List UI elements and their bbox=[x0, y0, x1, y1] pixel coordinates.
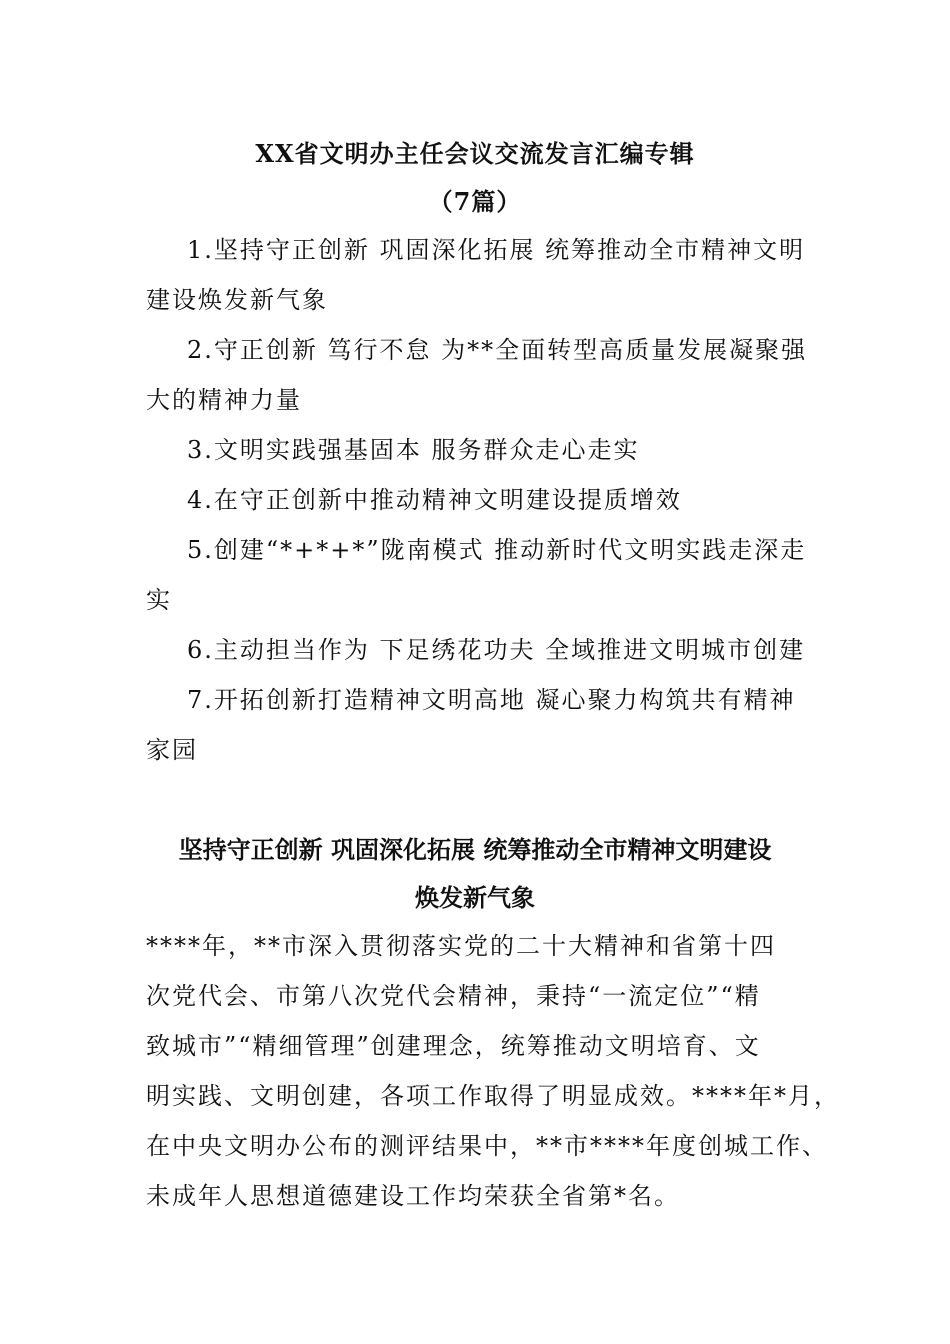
document-title: XX省文明办主任会议交流发言汇编专辑 bbox=[255, 139, 695, 168]
toc-item-5-line-2: 实 bbox=[146, 586, 172, 614]
paragraph-line-5: 在中央文明办公布的测评结果中，**市****年度创城工作、 bbox=[146, 1132, 828, 1160]
paragraph-line-1: ****年，**市深入贯彻落实党的二十大精神和省第十四 bbox=[146, 932, 776, 960]
toc-item-4: 4.在守正创新中推动精神文明建设提质增效 bbox=[187, 486, 682, 514]
toc-item-1-line-2: 建设焕发新气象 bbox=[146, 286, 328, 314]
toc-item-6: 6.主动担当作为 下足绣花功夫 全域推进文明城市创建 bbox=[187, 636, 806, 664]
paragraph-line-4: 明实践、文明创建，各项工作取得了明显成效。****年*月， bbox=[146, 1082, 840, 1110]
paragraph-line-3: 致城市”“精细管理”创建理念，统筹推动文明培育、文 bbox=[146, 1032, 761, 1060]
paragraph-line-6: 未成年人思想道德建设工作均荣获全省第*名。 bbox=[146, 1182, 680, 1210]
toc-item-2-line-1: 2.守正创新 笃行不怠 为**全面转型高质量发展凝聚强 bbox=[187, 336, 808, 364]
toc-item-2-line-2: 大的精神力量 bbox=[146, 386, 302, 414]
paragraph-line-2: 次党代会、市第八次党代会精神，秉持“一流定位”“精 bbox=[146, 982, 761, 1010]
section-title-line-1: 坚持守正创新 巩固深化拓展 统筹推动全市精神文明建设 bbox=[178, 835, 772, 864]
toc-item-5-line-1: 5.创建“*+*+*”陇南模式 推动新时代文明实践走深走 bbox=[187, 536, 807, 564]
section-title-line-2: 焕发新气象 bbox=[415, 883, 535, 912]
toc-item-1-line-1: 1.坚持守正创新 巩固深化拓展 统筹推动全市精神文明 bbox=[187, 236, 806, 264]
toc-item-3: 3.文明实践强基固本 服务群众走心走实 bbox=[187, 436, 640, 464]
toc-item-7-line-2: 家园 bbox=[146, 736, 198, 764]
toc-item-7-line-1: 7.开拓创新打造精神文明高地 凝心聚力构筑共有精神 bbox=[187, 686, 796, 714]
document-count: （7篇） bbox=[428, 187, 522, 216]
